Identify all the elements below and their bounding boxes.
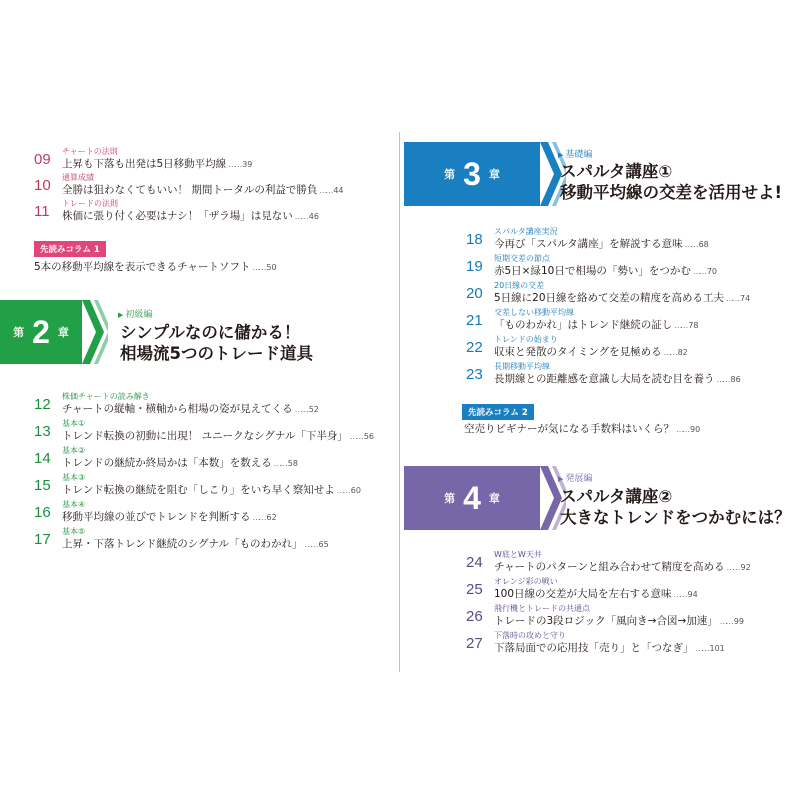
column-page: …… 50 bbox=[252, 263, 276, 272]
entry-title: トレードの3段ロジック「風向き→合図→加速」 bbox=[494, 615, 718, 627]
entry-subtitle: トレンドの始まり bbox=[494, 335, 558, 344]
column-title: 空売りビギナーが気になる手数料はいくら？ bbox=[464, 423, 674, 435]
entry-title: 収束と発散のタイミングを見極める bbox=[494, 346, 662, 358]
chapter-prefix: 第 bbox=[444, 168, 456, 181]
toc-entry[interactable] bbox=[466, 307, 698, 333]
toc-entry[interactable] bbox=[34, 445, 298, 471]
entry-page: …… 74 bbox=[726, 294, 750, 303]
entry-number: 25 bbox=[466, 581, 483, 598]
entry-number: 15 bbox=[34, 477, 51, 494]
toc-entry[interactable] bbox=[466, 334, 688, 360]
entry-page: …… 101 bbox=[696, 644, 725, 653]
toc-entry[interactable] bbox=[34, 172, 344, 198]
entry-page: …… 86 bbox=[717, 375, 741, 384]
entry-title: 上昇・下落トレンド継続のシグナル「ものわかれ」 bbox=[62, 538, 303, 550]
entry-title: トレンドの継続か終局かは「本数」を数える bbox=[62, 457, 272, 469]
entry-title: 株価に張り付く必要はナシ！「ザラ場」は見ない bbox=[62, 210, 293, 222]
entry-subtitle: 下落時の攻めと守り bbox=[494, 631, 566, 640]
entry-title: 全勝は狙わなくてもいい！ 期間トータルの利益で勝負 bbox=[62, 184, 318, 196]
entry-subtitle: 株価チャートの読み解き bbox=[62, 392, 150, 401]
chapter-title: シンプルなのに儲かる！ 相場流5つのトレード道具 bbox=[120, 323, 313, 363]
entry-subtitle: 基本① bbox=[62, 419, 86, 428]
chapter-badge bbox=[0, 300, 82, 364]
entry-number: 10 bbox=[34, 177, 51, 194]
entry-page: …… 70 bbox=[693, 267, 717, 276]
entry-title: 長期線との距離感を意識し大局を読む目を養う bbox=[494, 373, 715, 385]
chapter-suffix: 章 bbox=[488, 168, 500, 181]
entry-page: …… 68 bbox=[685, 240, 709, 249]
toc-entry[interactable] bbox=[466, 361, 741, 387]
chapter-badge bbox=[404, 142, 540, 206]
entry-subtitle: チャートの法則 bbox=[62, 147, 118, 156]
entry-subtitle: 基本④ bbox=[62, 500, 86, 509]
entry-title: 100日線の交差が大局を左右する意味 bbox=[494, 588, 672, 600]
entry-title: チャートのパターンと組み合わせて精度を高める bbox=[494, 561, 725, 573]
chapter-prefix: 第 bbox=[444, 492, 456, 505]
entry-number: 19 bbox=[466, 258, 483, 275]
entry-subtitle: 通算成績 bbox=[62, 173, 94, 182]
toc-entry[interactable] bbox=[466, 280, 750, 306]
chapter-suffix: 章 bbox=[488, 492, 500, 505]
toc-entry[interactable] bbox=[466, 226, 709, 252]
entry-number: 16 bbox=[34, 504, 51, 521]
chapter-level: ▶ 基礎編 bbox=[558, 150, 593, 160]
entry-page: …… 65 bbox=[305, 540, 329, 549]
entry-number: 13 bbox=[34, 423, 51, 440]
right-page bbox=[400, 0, 800, 800]
entry-number: 27 bbox=[466, 635, 483, 652]
toc-entry[interactable] bbox=[34, 198, 319, 224]
entry-title: 今再び「スパルタ講座」を解説する意味 bbox=[494, 238, 683, 250]
toc-entry[interactable] bbox=[34, 526, 329, 552]
chapter-prefix: 第 bbox=[13, 326, 25, 339]
entry-page: …… 78 bbox=[674, 321, 698, 330]
entry-number: 21 bbox=[466, 312, 483, 329]
entry-number: 23 bbox=[466, 366, 483, 383]
chapter-number: 2 bbox=[32, 313, 50, 350]
entry-title: 5日線に20日線を絡めて交差の精度を高める工夫 bbox=[494, 292, 725, 304]
toc-entry[interactable] bbox=[34, 146, 252, 172]
entry-number: 26 bbox=[466, 608, 483, 625]
chapter-number: 3 bbox=[463, 155, 481, 192]
entry-subtitle: 短期交差の節点 bbox=[494, 254, 550, 263]
entry-subtitle: 基本③ bbox=[62, 473, 86, 482]
toc-entry[interactable] bbox=[34, 391, 319, 417]
column-entry[interactable] bbox=[34, 259, 277, 274]
entry-number: 17 bbox=[34, 531, 51, 548]
entry-number: 22 bbox=[466, 339, 483, 356]
entry-subtitle: 基本⑤ bbox=[62, 527, 86, 536]
column-title: 5本の移動平均線を表示できるチャートソフト bbox=[34, 261, 251, 273]
entry-number: 20 bbox=[466, 285, 483, 302]
entry-number: 11 bbox=[34, 203, 50, 220]
entry-page: …… 52 bbox=[295, 405, 319, 414]
entry-title: 下落局面での応用技「売り」と「つなぎ」 bbox=[494, 642, 694, 654]
entry-title: チャートの縦軸・横軸から相場の姿が見えてくる bbox=[62, 403, 293, 415]
entry-number: 09 bbox=[34, 151, 51, 168]
entry-page: …… 56 bbox=[350, 432, 374, 441]
entry-page: …… 62 bbox=[253, 513, 277, 522]
entry-page: …… 99 bbox=[720, 617, 744, 626]
entry-number: 14 bbox=[34, 450, 51, 467]
entry-subtitle: 交差しない移動平均線 bbox=[494, 308, 574, 317]
column-tag: 先読みコラム 2 bbox=[462, 404, 534, 420]
entry-page: …… 92 bbox=[726, 563, 750, 572]
entry-subtitle: 20日線の交差 bbox=[494, 281, 545, 290]
entry-page: …… 94 bbox=[674, 590, 698, 599]
entry-title: トレンド転換の継続を阻む「しこり」をいち早く察知せよ bbox=[62, 484, 335, 496]
entry-subtitle: 長期移動平均線 bbox=[494, 362, 550, 371]
entry-title: トレンド転換の初動に出現！ ユニークなシグナル「下半身」 bbox=[62, 430, 348, 442]
entry-title: 「ものわかれ」はトレンド継続の証し bbox=[494, 319, 673, 331]
toc-entry[interactable] bbox=[466, 253, 717, 279]
column-tag: 先読みコラム 1 bbox=[34, 241, 106, 257]
entry-number: 24 bbox=[466, 554, 483, 571]
toc-entry[interactable] bbox=[34, 472, 361, 498]
chapter-level: ▶ 発展編 bbox=[558, 474, 593, 484]
entry-subtitle: オレンジ彩の戦い bbox=[494, 577, 558, 586]
chapter-title: スパルタ講座② 大きなトレンドをつかむには？ bbox=[560, 487, 791, 527]
chapter-badge bbox=[404, 466, 540, 530]
chapter-level: ▶ 初級編 bbox=[118, 310, 153, 320]
chapter-chevron-icon bbox=[82, 300, 108, 364]
toc-entry[interactable] bbox=[466, 603, 744, 629]
entry-page: …… 82 bbox=[664, 348, 688, 357]
entry-title: 赤5日×緑10日で相場の「勢い」をつかむ bbox=[494, 265, 691, 277]
entry-subtitle: トレードの法則 bbox=[62, 199, 118, 208]
entry-subtitle: 基本② bbox=[62, 446, 86, 455]
entry-title: 上昇も下落も出発は5日移動平均線 bbox=[62, 158, 227, 170]
entry-subtitle: W底とW天井 bbox=[494, 550, 542, 559]
entry-page: …… 44 bbox=[319, 186, 343, 195]
toc-entry[interactable] bbox=[34, 499, 277, 525]
entry-title: 移動平均線の並びでトレンドを判断する bbox=[62, 511, 251, 523]
column-entry[interactable] bbox=[464, 421, 700, 436]
chapter-suffix: 章 bbox=[57, 326, 69, 339]
toc-entry[interactable] bbox=[466, 630, 725, 656]
left-page bbox=[0, 0, 398, 800]
entry-page: …… 39 bbox=[228, 160, 252, 169]
entry-number: 18 bbox=[466, 231, 483, 248]
entry-subtitle: スパルタ講座実況 bbox=[494, 227, 558, 236]
entry-page: …… 58 bbox=[274, 459, 298, 468]
toc-entry[interactable] bbox=[34, 418, 374, 444]
chapter-title: スパルタ講座① 移動平均線の交差を活用せよ! bbox=[560, 162, 783, 202]
chapter-number: 4 bbox=[463, 479, 481, 516]
toc-entry[interactable] bbox=[466, 576, 698, 602]
entry-subtitle: 飛行機とトレードの共通点 bbox=[494, 604, 590, 613]
entry-page: …… 60 bbox=[337, 486, 361, 495]
entry-number: 12 bbox=[34, 396, 51, 413]
entry-page: …… 46 bbox=[295, 212, 319, 221]
toc-entry[interactable] bbox=[466, 549, 751, 575]
column-page: …… 90 bbox=[676, 425, 700, 434]
